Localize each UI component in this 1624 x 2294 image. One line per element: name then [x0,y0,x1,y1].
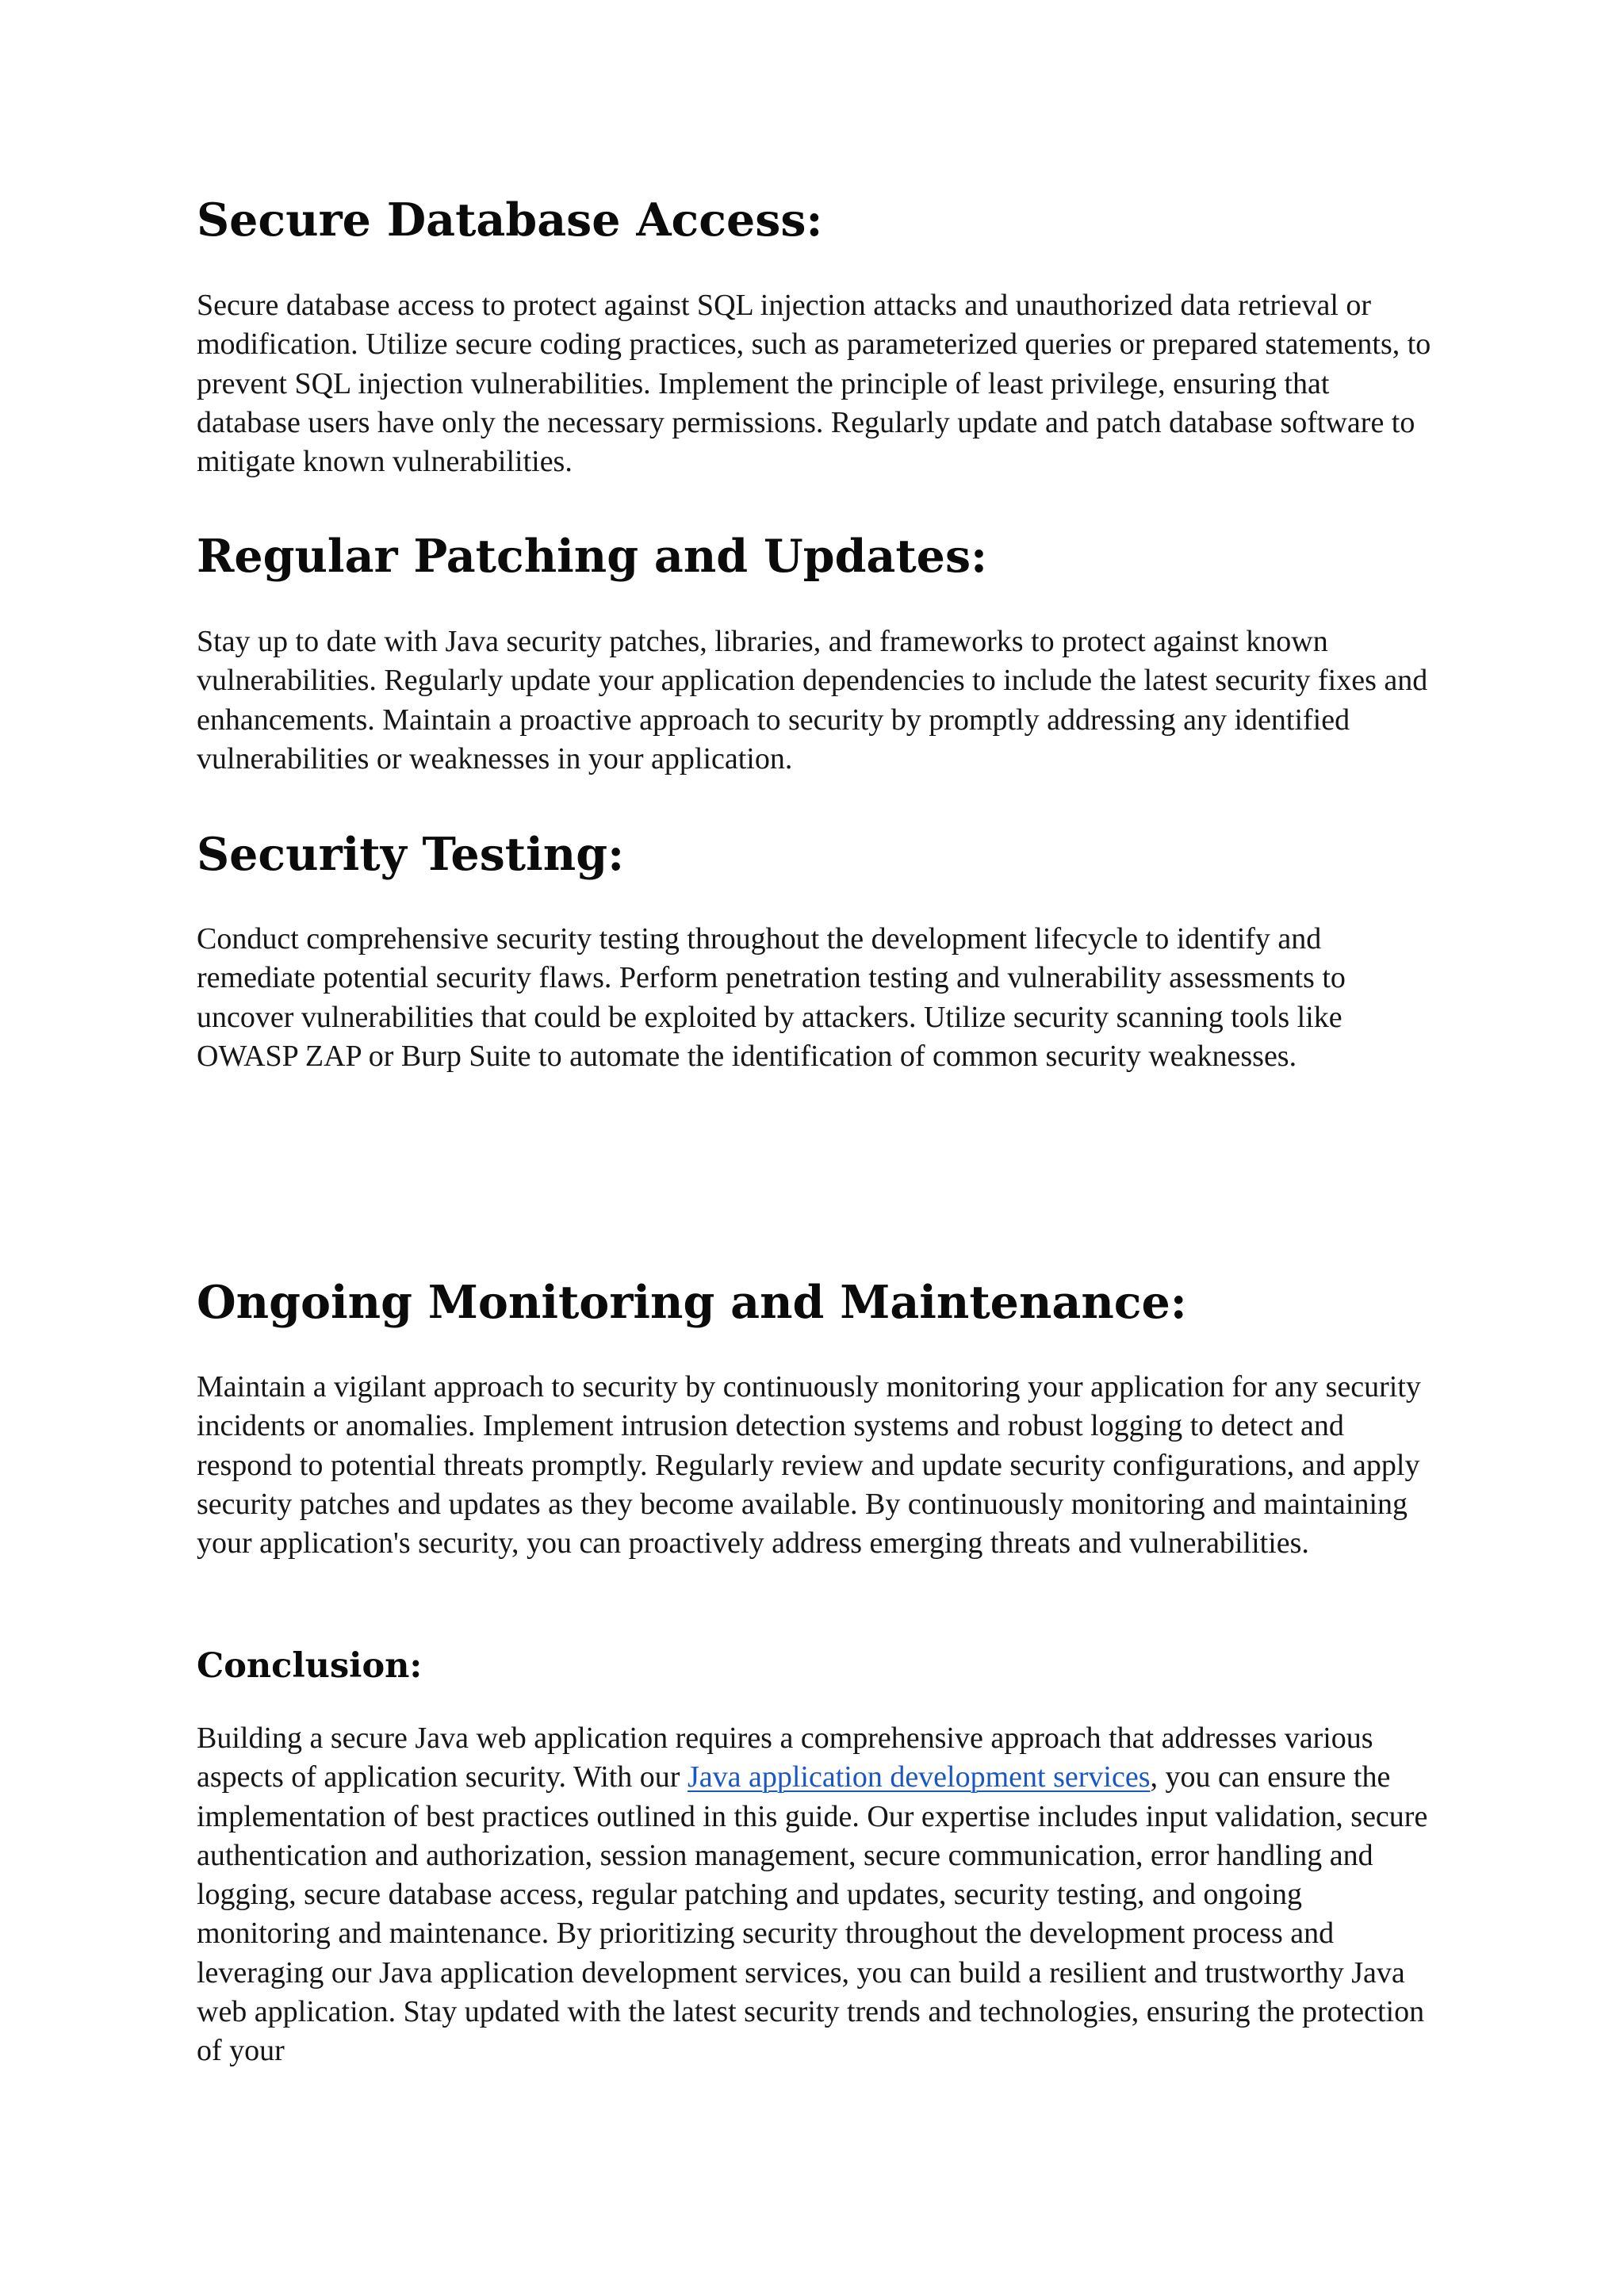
conclusion-paragraph [197,1719,1434,2071]
section-secure-database-access-body [197,286,1434,481]
section-regular-patching [197,529,1434,584]
section-paragraph: Conduct comprehensive security testing throughout the development lifecycle to identify and remediate potential security flaws. Perform penetration testing and vulnerability assessments to uncover vulnerabilities that could be exploited by attackers. Utilize security scanning tools like OWASP ZAP or Burp Suite to automate the identification of common security weaknesses. [197,922,1346,1073]
conclusion-heading: Conclusion: [197,1646,423,1686]
section-paragraph: Secure database access to protect against SQL injection attacks and unauthorized data retrieval or modification. Utilize secure coding practices, such as parameterized queries or prepared statements, to prevent SQL injection vulnerabilities. Implement the principle of least privilege, ensuring that database users have only the necessary permissions. Regularly update and patch database software to mitigate known vulnerabilities. [197,289,1431,479]
section-ongoing-monitoring [197,1275,1434,1331]
section-secure-database-access [197,193,1434,248]
section-regular-patching-body [197,622,1434,779]
section-heading: Regular Patching and Updates: [197,530,988,583]
section-security-testing [197,827,1434,883]
section-heading: Security Testing: [197,828,625,881]
conclusion-text-start: Building a secure Java web application requires a comprehensive approach that addresses various aspects of application security. With our [197,1721,1373,1794]
conclusion-text-end: , you can ensure the implementation of best practices outlined in this guide. Our expertise includes input validation, secure authentication and authorization, session management, secure communication, error handling and logging, secure database access, regular patching and updates, security testing, and ongoing monitoring and maintenance. By prioritizing security throughout the development process and leveraging our Java application development services, you can build a resilient and trustworthy Java web application. Stay updated with the latest security trends and technologies, ensuring the protection of your [197,1760,1428,2068]
section-conclusion [197,1645,1434,1687]
section-paragraph: Maintain a vigilant approach to security by continuously monitoring your application for any security incidents or anomalies. Implement intrusion detection systems and robust logging to detect and respond to potential threats promptly. Regularly review and update security configurations, and apply security patches and updates as they become available. By continuously monitoring and maintaining your application's security, you can proactively address emerging threats and vulnerabilities. [197,1370,1421,1561]
section-heading: Secure Database Access: [197,193,823,247]
section-security-testing-body [197,920,1434,1076]
section-ongoing-monitoring-body [197,1368,1434,1563]
section-heading: Ongoing Monitoring and Maintenance: [197,1276,1187,1329]
section-paragraph: Stay up to date with Java security patches, libraries, and frameworks to protect against known vulnerabilities. Regularly update your application dependencies to include the latest security fixes and enhancements. Maintain a proactive approach to security by promptly addressing any identified vulnerabilities or weaknesses in your application. [197,625,1428,776]
section-conclusion-body [197,1719,1434,2071]
java-development-services-link[interactable]: Java application development services [687,1760,1151,1794]
